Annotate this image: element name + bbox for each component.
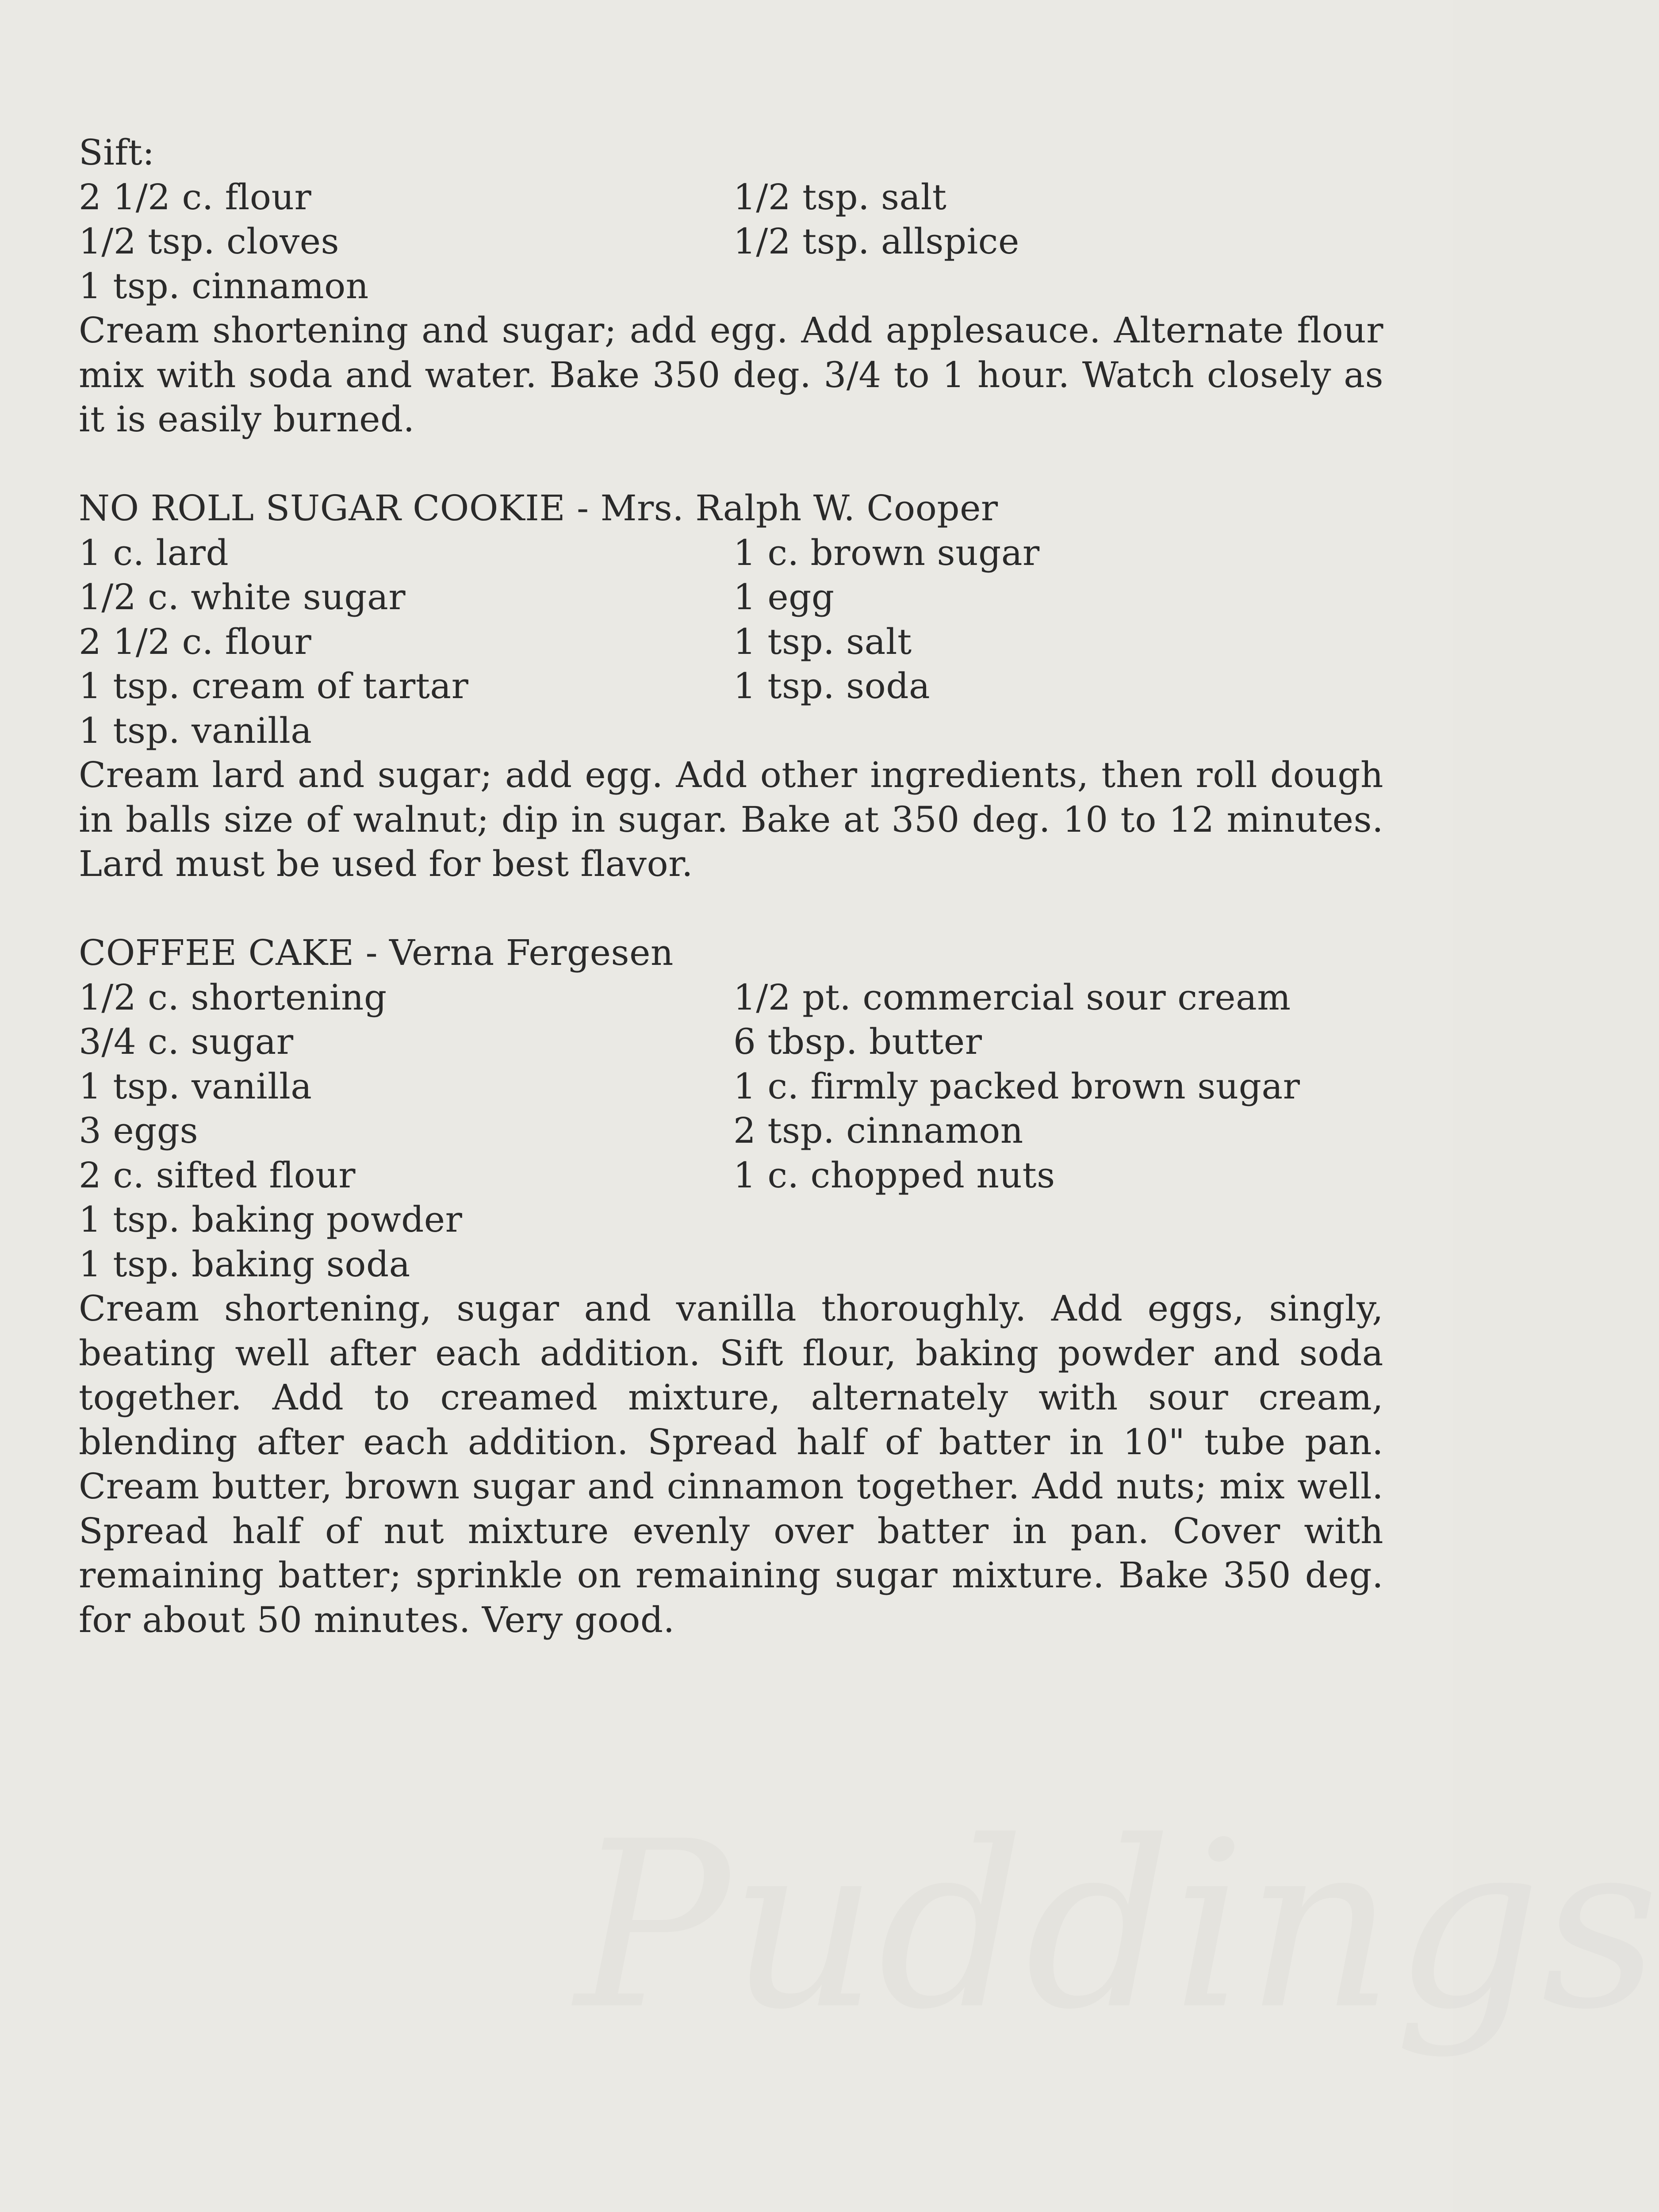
ingredient-left: 1 tsp. vanilla bbox=[79, 710, 312, 751]
ingredient-left: 1 tsp. cinnamon bbox=[79, 265, 369, 307]
ingredient-left: 1/2 c. white sugar bbox=[79, 576, 406, 618]
recipe-directions: Cream shortening, sugar and vanilla thoroughly. Add eggs, singly, beating well after each addition. Sift flour, baking powder and soda together. Add to creamed mixture, alternately with sour cream, blending after each addition. Spread half of batter in 10" tube pan. Cream butter, brown sugar and cinnamon together. Add nuts; mix well. Spread half of nut mixture evenly over batter in pan. Cover with remaining batter; sprinkle on remaining sugar mixture. Bake 350 deg. for about 50 minutes. Very good. bbox=[79, 1288, 1383, 1640]
ingredient-row bbox=[79, 219, 1383, 264]
ingredient-row bbox=[79, 709, 1383, 753]
ingredient-row bbox=[79, 1198, 1383, 1242]
ingredient-right: 1/2 pt. commercial sour cream bbox=[733, 976, 1291, 1018]
show-through-watermark: Puddings bbox=[575, 1792, 1659, 2060]
ingredient-left: 2 1/2 c. flour bbox=[79, 176, 312, 218]
ingredient-right: 1 egg bbox=[733, 576, 835, 618]
ingredient-row bbox=[79, 1242, 1383, 1287]
spacer bbox=[79, 442, 1383, 487]
ingredient-right: 1 c. firmly packed brown sugar bbox=[733, 1065, 1300, 1107]
ingredient-left: 3 eggs bbox=[79, 1110, 199, 1151]
ingredient-left: 1/2 c. shortening bbox=[79, 976, 387, 1018]
ingredient-left: 2 1/2 c. flour bbox=[79, 621, 312, 662]
ingredient-row bbox=[79, 1153, 1383, 1198]
ingredient-row bbox=[79, 975, 1383, 1020]
ingredient-row bbox=[79, 620, 1383, 664]
ingredient-left: 1/2 tsp. cloves bbox=[79, 221, 340, 262]
ingredient-row bbox=[79, 264, 1383, 309]
ingredient-left: 1 c. lard bbox=[79, 532, 229, 573]
ingredient-left: 1 tsp. baking soda bbox=[79, 1243, 410, 1285]
recipe-title: COFFEE CAKE - Verna Fergesen bbox=[79, 932, 674, 973]
spacer bbox=[79, 887, 1383, 931]
ingredient-right: 6 tbsp. butter bbox=[733, 1021, 982, 1062]
recipe-directions: Cream shortening and sugar; add egg. Add applesauce. Alternate flour mix with soda and water. Bake 350 deg. 3/4 to 1 hour. Watch closely as it is easily burned. bbox=[79, 310, 1383, 440]
ingredient-right: 1/2 tsp. salt bbox=[733, 176, 947, 218]
ingredient-row bbox=[79, 1020, 1383, 1064]
ingredient-left: 2 c. sifted flour bbox=[79, 1154, 356, 1196]
ingredient-left: 3/4 c. sugar bbox=[79, 1021, 294, 1062]
ingredient-left: 1 tsp. baking powder bbox=[79, 1199, 463, 1240]
ingredient-right: 1 c. brown sugar bbox=[733, 532, 1040, 573]
ingredient-right: 1 c. chopped nuts bbox=[733, 1154, 1055, 1196]
recipe-title: NO ROLL SUGAR COOKIE - Mrs. Ralph W. Cooper bbox=[79, 488, 998, 529]
ingredient-row bbox=[79, 575, 1383, 620]
ingredient-row bbox=[79, 1064, 1383, 1109]
recipe-directions: Cream lard and sugar; add egg. Add other ingredients, then roll dough in balls size of walnut; dip in sugar. Bake at 350 deg. 10 to 12 minutes. Lard must be used for best flavor. bbox=[79, 754, 1383, 884]
ingredient-row bbox=[79, 175, 1383, 220]
ingredient-right: 1 tsp. soda bbox=[733, 665, 931, 707]
ingredient-right: 1/2 tsp. allspice bbox=[733, 221, 1019, 262]
ingredient-left: 1 tsp. cream of tartar bbox=[79, 665, 469, 707]
ingredient-row bbox=[79, 1109, 1383, 1153]
ingredient-right: 1 tsp. salt bbox=[733, 621, 912, 662]
ingredient-right: 2 tsp. cinnamon bbox=[733, 1110, 1023, 1151]
ingredient-row bbox=[79, 531, 1383, 576]
ingredient-left: 1 tsp. vanilla bbox=[79, 1065, 312, 1107]
ingredient-row bbox=[79, 664, 1383, 709]
page-content bbox=[79, 131, 1383, 1642]
sift-label: Sift: bbox=[79, 132, 155, 173]
